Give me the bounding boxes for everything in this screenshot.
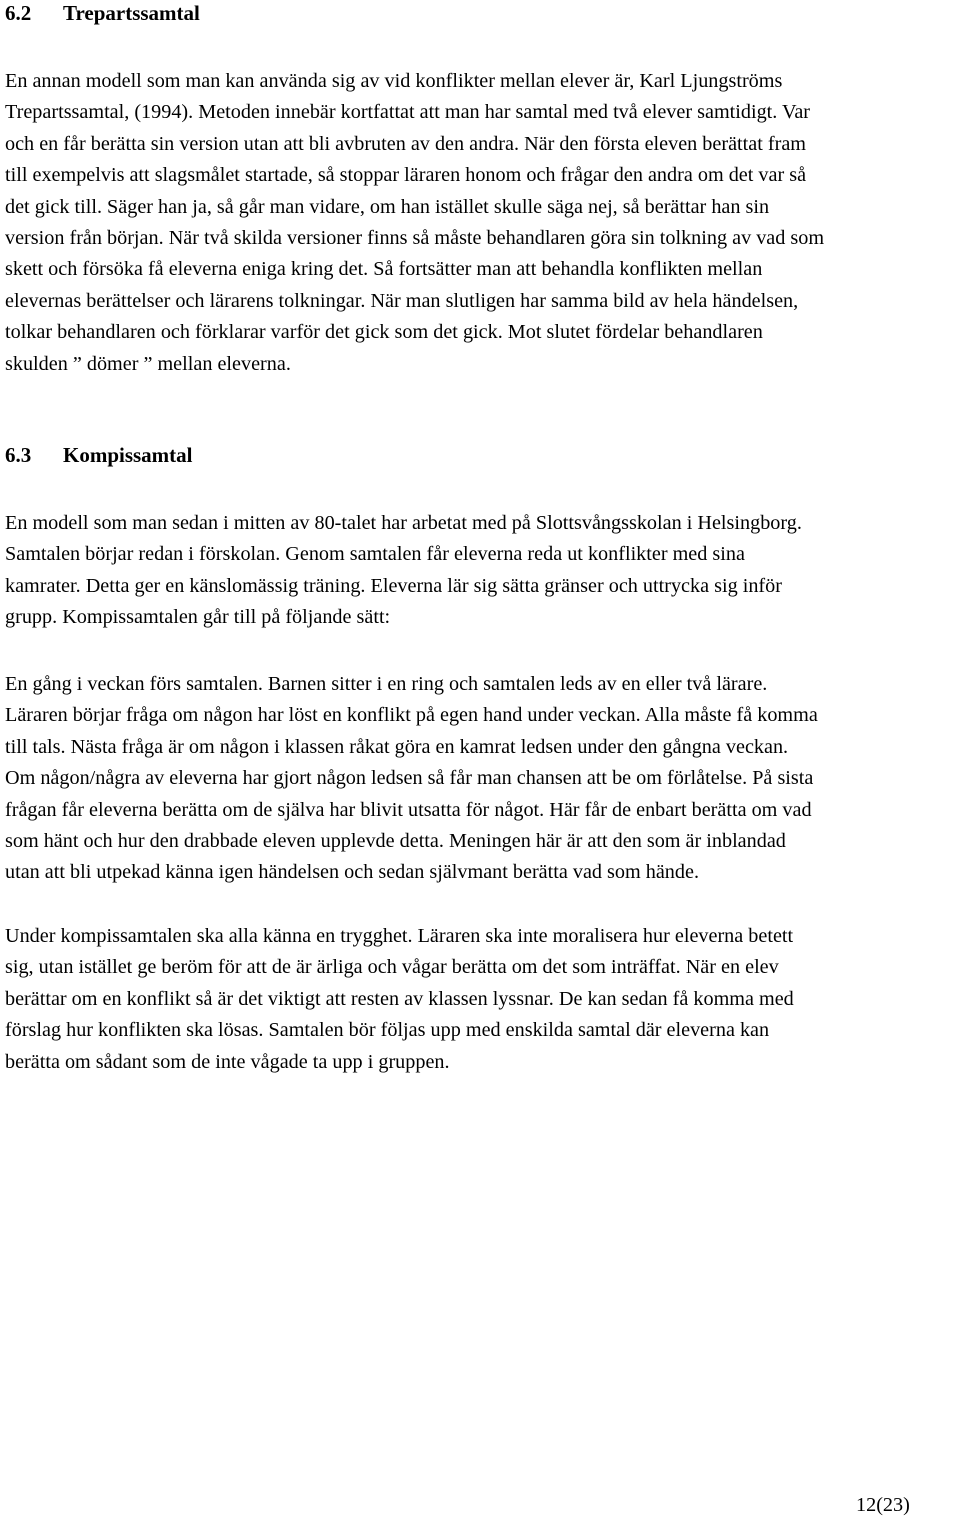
text-line: frågan får eleverna berätta om de själva har blivit utsatta för något. Här får de enbart berätta om vad — [5, 798, 812, 821]
heading-trepartssamtal — [5, 1, 955, 25]
text-line: berätta om sådant som de inte vågade ta upp i gruppen. — [5, 1050, 450, 1073]
text-line: kamrater. Detta ger en känslomässig träning. Eleverna lär sig sätta gränser och uttrycka sig inför — [5, 574, 782, 597]
text-line: förslag hur konflikten ska lösas. Samtalen bör följas upp med enskilda samtal där eleverna kan — [5, 1019, 770, 1042]
section-title: Trepartssamtal — [63, 1, 200, 25]
text-line: grupp. Kompissamtalen går till på följande sätt: — [5, 606, 391, 629]
section-title: Kompissamtal — [63, 443, 193, 467]
text-line: det gick till. Säger han ja, så går man vidare, om han istället skulle säga nej, så berättar han sin — [5, 195, 770, 218]
text-line: elevernas berättelser och lärarens tolkningar. När man slutligen har samma bild av hela händelsen, — [5, 289, 799, 312]
text-line: som hänt och hur den drabbade eleven upplevde detta. Meningen här är att den som är inblandad — [5, 830, 786, 853]
text-line: utan att bli utpekad känna igen händelsen och sedan självmant berätta vad som hände. — [5, 861, 700, 884]
section-6-3-body-2 — [5, 669, 955, 889]
paragraph-kompissamtal-safety — [5, 921, 955, 1078]
text-line: En gång i veckan förs samtalen. Barnen sitter i en ring och samtalen leds av en eller två lärare. — [5, 673, 768, 695]
section-6-3-body-1 — [5, 508, 955, 634]
text-line: berättar om en konflikt så är det viktigt att resten av klassen lyssnar. De kan sedan få komma med — [5, 987, 794, 1010]
section-number: 6.2 — [5, 1, 32, 25]
text-line: En annan modell som man kan använda sig av vid konflikter mellan elever är, Karl Ljungströms — [5, 70, 783, 92]
text-line: Läraren börjar fråga om någon har löst en konflikt på egen hand under veckan. Alla måste få komma — [5, 704, 818, 727]
text-line: Samtalen börjar redan i förskolan. Genom samtalen får eleverna reda ut konflikter med sina — [5, 543, 745, 566]
text-line: till exempelvis att slagsmålet startade, så stoppar läraren honom och frågar den andra om det var så — [5, 164, 807, 187]
text-line: sig, utan istället ge beröm för att de är ärliga och vågar berätta om det som inträffat. När en elev — [5, 956, 779, 979]
text-line: skulden ” dömer ” mellan eleverna. — [5, 352, 291, 375]
text-line: version från början. När två skilda versioner finns så måste behandlaren göra sin tolkning av vad som — [5, 227, 825, 250]
section-6-2-body — [5, 66, 955, 380]
text-line: till tals. Nästa fråga är om någon i klassen råkat göra en kamrat ledsen under den gångna veckan. — [5, 735, 789, 758]
section-6-3-heading — [5, 443, 955, 467]
section-number: 6.3 — [5, 443, 32, 467]
text-line: Under kompissamtalen ska alla känna en trygghet. Läraren ska inte moralisera hur eleverna betett — [5, 925, 794, 947]
text-line: och en får berätta sin version utan att bli avbruten av den andra. När den första eleven berättat fram — [5, 132, 806, 155]
section-6-2-heading — [5, 1, 955, 25]
text-line: Om någon/några av eleverna har gjort någon ledsen så får man chansen att be om förlåtelse. På sista — [5, 767, 814, 790]
text-line: Trepartssamtal, (1994). Metoden innebär kortfattat att man har samtal med två elever samtidigt. Var — [5, 101, 811, 124]
paragraph-kompissamtal-procedure — [5, 669, 955, 889]
text-line: En modell som man sedan i mitten av 80-talet har arbetat med på Slottsvångsskolan i Helsingborg. — [5, 512, 802, 534]
page-number: 12(23) — [856, 1494, 910, 1516]
paragraph-kompissamtal-intro — [5, 508, 955, 634]
paragraph-trepartssamtal — [5, 66, 955, 380]
section-6-3-body-3 — [5, 921, 955, 1078]
text-line: tolkar behandlaren och förklarar varför det gick som det gick. Mot slutet fördelar behandlaren — [5, 321, 763, 344]
heading-kompissamtal — [5, 443, 955, 467]
text-line: skett och försöka få eleverna eniga kring det. Så fortsätter man att behandla konflikten mellan — [5, 258, 763, 281]
